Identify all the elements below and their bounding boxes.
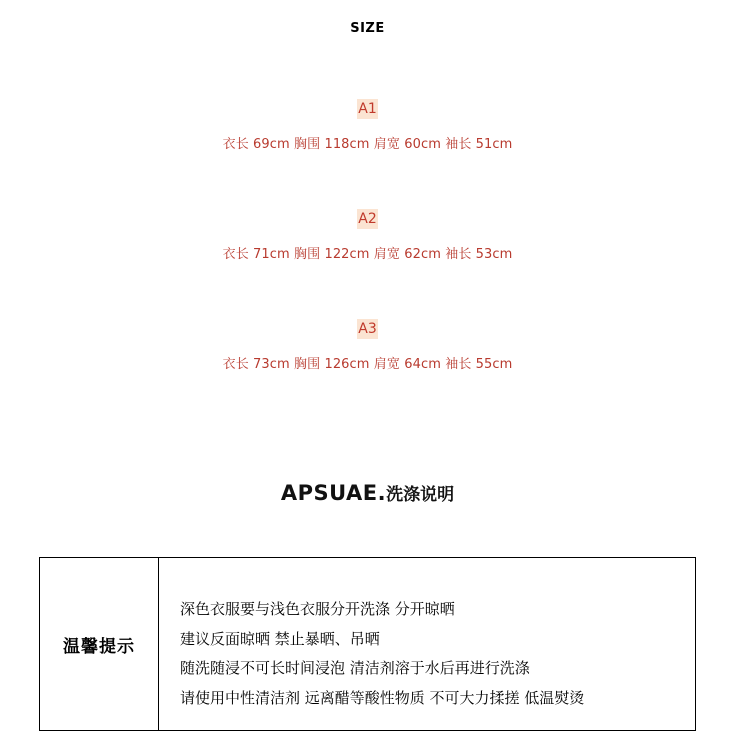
size-block-a3	[0, 318, 735, 374]
care-tip-line: 请使用中性清洁剂 远离醋等酸性物质 不可大力揉搓 低温熨烫	[180, 688, 585, 707]
size-label: A1	[358, 101, 377, 117]
care-tips-list	[159, 558, 695, 730]
wash-instructions-title	[0, 480, 735, 505]
care-tip-line: 建议反面晾晒 禁止暴晒、吊晒	[180, 629, 380, 648]
care-tips-heading: 温馨提示	[40, 558, 159, 730]
care-tips-table	[39, 557, 696, 731]
size-label: A2	[358, 211, 377, 227]
care-tip-line: 深色衣服要与浅色衣服分开洗涤 分开晾晒	[180, 600, 455, 618]
care-tip-line: 随洗随浸不可长时间浸泡 清洁剂溶于水后再进行洗涤	[180, 659, 530, 677]
size-block-a1	[0, 98, 735, 154]
brand-name: APSUAE.	[280, 481, 387, 505]
size-measurements: 衣长 71cm 胸围 122cm 肩宽 62cm 袖长 53cm	[222, 247, 513, 262]
size-measurements: 衣长 69cm 胸围 118cm 肩宽 60cm 袖长 51cm	[222, 137, 513, 152]
size-measurements: 衣长 73cm 胸围 126cm 肩宽 64cm 袖长 55cm	[222, 357, 513, 372]
wash-title-suffix: 洗涤说明	[386, 485, 455, 505]
size-heading: SIZE	[350, 21, 385, 36]
size-block-a2	[0, 208, 735, 264]
size-label: A3	[358, 321, 377, 337]
